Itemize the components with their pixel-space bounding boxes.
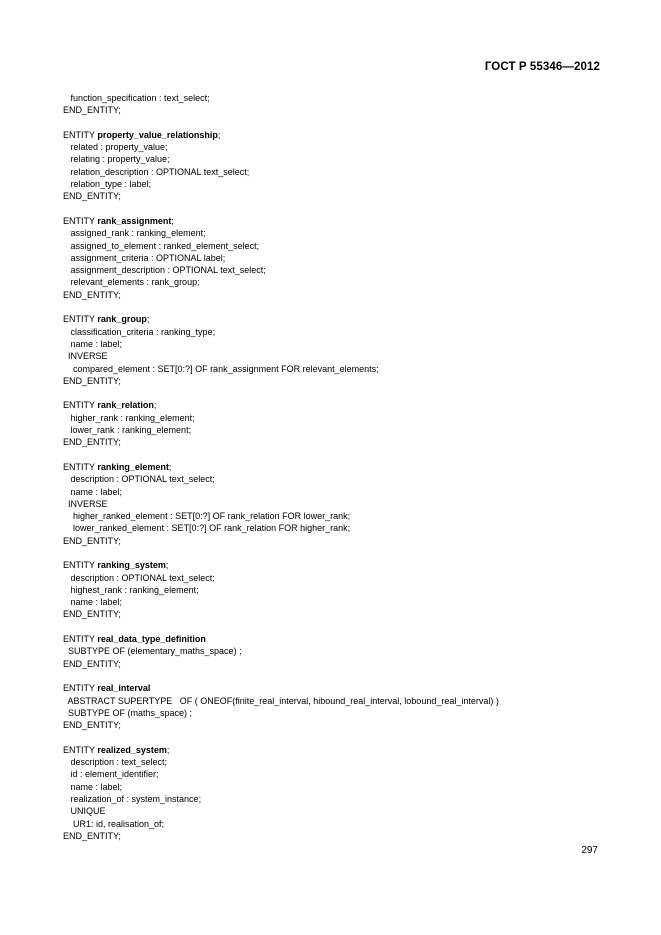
code-line: relation_description : OPTIONAL text_select;	[63, 166, 250, 177]
entity-declaration	[63, 215, 623, 227]
code-line: description : OPTIONAL text_select;	[63, 572, 215, 583]
code-line: relating : property_value;	[63, 154, 170, 165]
code-line: assigned_rank : ranking_element;	[63, 228, 206, 239]
entity-name: real_data_type_definition	[97, 634, 206, 645]
entity-name: rank_group	[97, 314, 147, 325]
entity-declaration	[63, 313, 623, 325]
entity-declaration	[63, 399, 623, 411]
code-line: higher_rank : ranking_element;	[63, 412, 195, 423]
entity-block	[63, 313, 623, 387]
page-number: 297	[581, 845, 598, 856]
code-line: relevant_elements : rank_group;	[63, 277, 200, 288]
block-spacer	[63, 621, 623, 633]
keyword: ENTITY	[63, 314, 98, 325]
code-line: INVERSE	[63, 351, 108, 362]
keyword: ENTITY	[63, 129, 98, 140]
keyword: ENTITY	[63, 634, 98, 645]
entity-block	[63, 682, 623, 731]
code-line: UR1: id, realisation_of;	[63, 818, 165, 829]
entity-name: ranking_system	[97, 560, 166, 571]
entity-declaration	[63, 744, 623, 756]
keyword: ENTITY	[63, 400, 98, 411]
code-listing	[63, 92, 623, 842]
code-line: lower_ranked_element : SET[0:?] OF rank_relation FOR higher_rank;	[63, 523, 351, 534]
code-line: END_ENTITY;	[63, 658, 121, 669]
code-line: relation_type : label;	[63, 179, 152, 190]
code-line: END_ENTITY;	[63, 720, 121, 731]
code-line: name : label;	[63, 486, 123, 497]
entity-block	[63, 559, 623, 620]
entity-declaration	[63, 461, 623, 473]
entity-name: rank_relation	[97, 400, 154, 411]
code-line: END_ENTITY;	[63, 191, 121, 202]
block-spacer	[63, 203, 623, 215]
entity-block	[63, 461, 623, 547]
entity-declaration	[63, 129, 623, 141]
code-line: UNIQUE	[63, 806, 106, 817]
code-line: SUBTYPE OF (maths_space) ;	[63, 707, 193, 718]
code-line: description : OPTIONAL text_select;	[63, 474, 215, 485]
entity-declaration	[63, 559, 623, 571]
block-spacer	[63, 449, 623, 461]
code-line: related : property_value;	[63, 142, 168, 153]
block-spacer	[63, 387, 623, 399]
code-line: END_ENTITY;	[63, 289, 121, 300]
code-line: description : text_select;	[63, 757, 168, 768]
entity-name: property_value_relationship	[97, 129, 218, 140]
code-line: name : label;	[63, 338, 123, 349]
entity-name: realized_system	[97, 744, 167, 755]
block-spacer	[63, 301, 623, 313]
block-spacer	[63, 117, 623, 129]
block-spacer	[63, 731, 623, 743]
keyword: ENTITY	[63, 683, 98, 694]
entity-block	[63, 633, 623, 670]
code-line: END_ENTITY;	[63, 375, 121, 386]
code-line: name : label;	[63, 597, 123, 608]
entity-name: real_interval	[97, 683, 151, 694]
punctuation: ;	[146, 314, 150, 325]
entity-name: ranking_element	[97, 461, 169, 472]
punctuation: ;	[171, 215, 174, 226]
code-line: assignment_description : OPTIONAL text_select;	[63, 265, 266, 276]
code-line: assignment_criteria : OPTIONAL label;	[63, 252, 226, 263]
code-line: SUBTYPE OF (elementary_maths_space) ;	[63, 646, 242, 657]
entity-block	[63, 92, 623, 117]
code-line: id : element_identifier;	[63, 769, 159, 780]
code-line: END_ENTITY;	[63, 535, 121, 546]
entity-block	[63, 399, 623, 448]
code-line: realization_of : system_instance;	[63, 793, 202, 804]
entity-declaration	[63, 682, 623, 694]
code-line: END_ENTITY;	[63, 830, 121, 841]
code-line: name : label;	[63, 781, 123, 792]
keyword: ENTITY	[63, 560, 98, 571]
punctuation: ;	[153, 400, 157, 411]
entity-block	[63, 129, 623, 203]
code-line: END_ENTITY;	[63, 437, 121, 448]
code-line: assigned_to_element : ranked_element_select;	[63, 240, 260, 251]
keyword: ENTITY	[63, 744, 98, 755]
block-spacer	[63, 547, 623, 559]
code-line: higher_ranked_element : SET[0:?] OF rank_relation FOR lower_rank;	[63, 511, 351, 522]
document-header: ГОСТ Р 55346—2012	[484, 61, 600, 73]
code-line: ABSTRACT SUPERTYPE OF ( ONEOF(finite_real_interval, hibound_real_interval, lobound_real_interval) )	[63, 695, 499, 706]
punctuation: ;	[166, 744, 170, 755]
entity-declaration	[63, 633, 623, 645]
code-line: END_ENTITY;	[63, 609, 121, 620]
code-line: classification_criteria : ranking_type;	[63, 326, 216, 337]
code-line: lower_rank : ranking_element;	[63, 425, 192, 436]
code-line: INVERSE	[63, 498, 108, 509]
punctuation: ;	[165, 560, 169, 571]
code-line: compared_element : SET[0:?] OF rank_assignment FOR relevant_elements;	[63, 363, 379, 374]
code-line: function_specification : text_select;	[63, 93, 210, 103]
punctuation: ;	[168, 461, 172, 472]
keyword: ENTITY	[63, 215, 98, 226]
entity-block	[63, 744, 623, 842]
code-line: END_ENTITY;	[63, 105, 121, 116]
keyword: ENTITY	[63, 461, 98, 472]
entity-block	[63, 215, 623, 301]
entity-name: rank_assignment	[97, 215, 172, 226]
block-spacer	[63, 670, 623, 682]
code-line: highest_rank : ranking_element;	[63, 584, 199, 595]
punctuation: ;	[217, 129, 221, 140]
